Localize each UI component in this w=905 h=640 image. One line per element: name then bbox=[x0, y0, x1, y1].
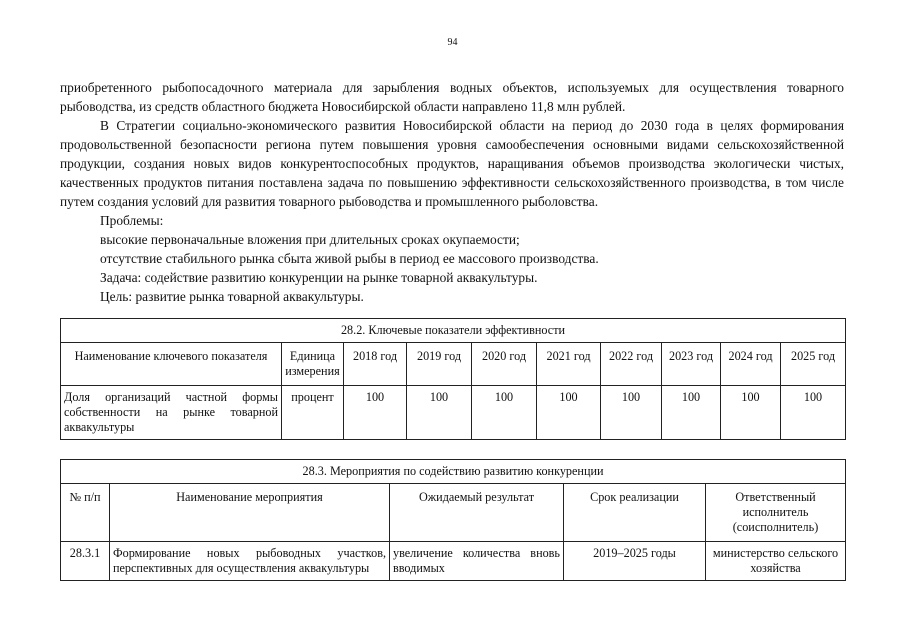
column-header: Наименование ключевого показателя bbox=[61, 343, 282, 386]
paragraph-continuation: приобретенного рыбопосадочного материала для зарыбления водных объектов, используемых для осуществления товарного рыбоводства, из средств областного бюджета Новосибирской области направлено 11,8 млн рублей. bbox=[60, 80, 844, 114]
table-cell: 28.3.1 bbox=[61, 542, 110, 581]
table-cell: увеличение количества вновь вводимых bbox=[390, 542, 564, 581]
column-header: 2018 год bbox=[344, 343, 407, 386]
table-cell: 100 bbox=[601, 386, 662, 440]
problems-heading: Проблемы: bbox=[100, 213, 164, 228]
table-cell: 100 bbox=[662, 386, 721, 440]
table-title: 28.2. Ключевые показатели эффективности bbox=[61, 319, 846, 343]
table-cell: 100 bbox=[537, 386, 601, 440]
column-header: 2019 год bbox=[407, 343, 472, 386]
column-header: 2025 год bbox=[781, 343, 846, 386]
column-header: Наименование мероприятия bbox=[110, 484, 390, 542]
table-cell: министерство сельского хозяйства bbox=[706, 542, 846, 581]
column-header: 2020 год bbox=[472, 343, 537, 386]
table-row bbox=[61, 542, 846, 581]
table-cell: 100 bbox=[721, 386, 781, 440]
key-indicators-table bbox=[60, 318, 846, 440]
table-cell: Доля организаций частной формы собственности на рынке товарной аквакультуры bbox=[61, 386, 282, 440]
column-header: 2021 год bbox=[537, 343, 601, 386]
problem-item: высокие первоначальные вложения при длительных сроках окупаемости; bbox=[100, 232, 520, 247]
task-line: Задача: содействие развитию конкуренции на рынке товарной аквакультуры. bbox=[100, 270, 538, 285]
table-cell: 100 bbox=[781, 386, 846, 440]
column-header: Ответственный исполнитель (соисполнитель) bbox=[706, 484, 846, 542]
page-number: 94 bbox=[447, 37, 458, 48]
column-header: Ожидаемый результат bbox=[390, 484, 564, 542]
column-header: 2024 год bbox=[721, 343, 781, 386]
table-row bbox=[61, 386, 846, 440]
table-title: 28.3. Мероприятия по содействию развитию конкуренции bbox=[61, 460, 846, 484]
column-header: 2022 год bbox=[601, 343, 662, 386]
column-header: 2023 год bbox=[662, 343, 721, 386]
table-cell: 100 bbox=[472, 386, 537, 440]
body-text bbox=[60, 78, 844, 306]
table-cell: 100 bbox=[407, 386, 472, 440]
table-cell: 2019–2025 годы bbox=[564, 542, 706, 581]
paragraph-strategy: В Стратегии социально-экономического развития Новосибирской области на период до 2030 года в целях формирования продовольственной безопасности региона путем повышения уровня самообеспечения основными видами сельскохозяйственной продукции, создания новых видов конкурентоспособных продуктов, наращивания объемов производства экологически чистых, качественных продуктов питания поставлена задача по повышению эффективности сельскохозяйственного производства, в том числе путем создания условий для развития товарного рыбоводства и промышленного рыболовства. bbox=[60, 118, 844, 209]
table-cell: процент bbox=[282, 386, 344, 440]
table-cell: Формирование новых рыбоводных участков, перспективных для осуществления аквакультуры bbox=[110, 542, 390, 581]
problem-item: отсутствие стабильного рынка сбыта живой рыбы в период ее массового производства. bbox=[100, 251, 599, 266]
column-header: Срок реализации bbox=[564, 484, 706, 542]
competition-measures-table bbox=[60, 459, 846, 581]
goal-line: Цель: развитие рынка товарной аквакультуры. bbox=[100, 289, 364, 304]
column-header: № п/п bbox=[61, 484, 110, 542]
table-cell: 100 bbox=[344, 386, 407, 440]
column-header: Единица измерения bbox=[282, 343, 344, 386]
